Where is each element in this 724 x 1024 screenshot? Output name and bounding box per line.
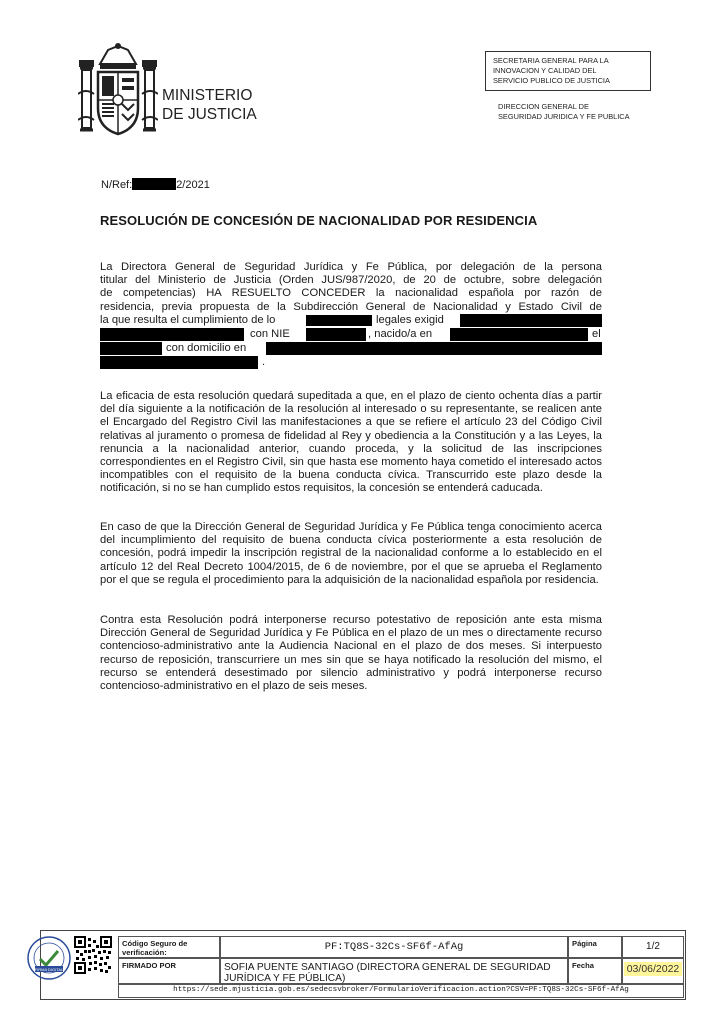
paragraph-line-5b: legales exigid — [376, 314, 444, 326]
paragraph-line: La Directora General de Seguridad Jurídica y Fe Pública, por delegación de la persona — [100, 261, 602, 273]
secretariat-box — [485, 51, 651, 91]
csv-label: Código Seguro de verificación: — [118, 936, 220, 958]
reference-number — [101, 178, 210, 191]
ministry-name — [162, 86, 257, 124]
page-value: 1/2 — [622, 936, 684, 958]
date-value: 03/06/2022 — [624, 962, 683, 976]
date-cell — [622, 958, 684, 984]
directorate-line: DIRECCION GENERAL DE — [498, 102, 589, 111]
ministry-line-2: DE JUSTICIA — [162, 106, 257, 123]
redaction-block — [266, 342, 602, 355]
redaction-block — [306, 315, 372, 326]
directorate-label — [498, 102, 630, 122]
paragraph-line-8-end: . — [262, 356, 266, 368]
paragraph-line: titular del Ministerio de Justicia (Orden JUS/987/2020, de 20 de octubre, sobre delegación — [100, 274, 602, 287]
redaction-block — [306, 328, 366, 341]
paragraph-line-6b: , nacido/a en — [368, 328, 433, 340]
paragraph-line-6a: con NIE — [250, 328, 290, 340]
redaction-block — [100, 356, 258, 369]
redaction-block — [100, 328, 244, 341]
csv-value: PF:TQ8S-32Cs-SF6f-AfAg — [220, 936, 568, 958]
redaction-block — [132, 178, 176, 190]
signed-by-value: SOFIA PUENTE SANTIAGO (DIRECTORA GENERAL DE SEGURIDAD JURÍDICA Y FE PÚBLICA) — [220, 958, 568, 984]
secretariat-line: SERVICIO PUBLICO DE JUSTICIA — [493, 76, 610, 85]
directorate-line: SEGURIDAD JURIDICA Y FE PUBLICA — [498, 112, 630, 121]
secretariat-line: SECRETARIA GENERAL PARA LA — [493, 56, 609, 65]
redaction-block — [460, 314, 602, 327]
paragraph-line-5a: la que resulta el cumplimiento de lo — [100, 314, 276, 326]
secretariat-line: INNOVACION Y CALIDAD DEL — [493, 66, 597, 75]
paragraph-line: residencia, previa propuesta de la Subdirección General de Nacionalidad y Estado Civil de — [100, 300, 602, 313]
redaction-block — [450, 328, 588, 341]
reference-prefix: N/Ref: — [101, 179, 133, 191]
coat-of-arms-icon — [78, 42, 158, 142]
date-label: Fecha — [568, 958, 622, 984]
paragraph-effectiveness: La eficacia de esta resolución quedará supeditada a que, en el plazo de ciento ochenta días a partir del día siguiente a la notificación de la resolución al interesado o su representante, se realicen ante el Encargado del Registro Civil las manifestaciones a que se refiere el artículo 23 del Código Civil relativas al juramento o promesa de fidelidad al Rey y obediencia a la Constitución y a las Leyes, la renuncia a la nacionalidad anterior, cuando proceda, y la solicitud de las inscripciones correspondientes en el Registro Civil, sin que hasta ese momento haya cometido el interesado actos incompatibles con el requisito de la buena conducta cívica. Transcurrido este plazo desde la notificación, si no se han cumplido estos requisitos, la concesión se entenderá caducada. — [100, 390, 602, 495]
paragraph-line-6c: el — [592, 328, 601, 340]
document-title: RESOLUCIÓN DE CONCESIÓN DE NACIONALIDAD POR RESIDENCIA — [100, 213, 538, 228]
paragraph-line-7a: con domicilio en — [166, 342, 247, 354]
paragraph-conduct: En caso de que la Dirección General de Seguridad Jurídica y Fe Pública tenga conocimiento acerca del incumplimiento del requisito de buena conducta cívica posteriormente a esta resolución de concesión, podrá impedir la inscripción registral de la nacionalidad conforme a lo establecido en el artículo 12 del Real Decreto 1004/2015, de 6 de noviembre, por el que se aprueba el Reglamento por el que se regula el procedimiento para la adquisición de la nacionalidad española por residencia. — [100, 521, 602, 586]
seal-label: FIRMA DIGITAL — [34, 966, 64, 972]
paragraph-appeal: Contra esta Resolución podrá interponerse recurso potestativo de reposición ante esta misma Dirección General de Seguridad Jurídica y Fe Pública en el plazo de un mes o directamente recurso contencioso-administrativo ante la Audiencia Nacional en el plazo de dos meses. Si interpuesto recurso de reposición, transcurriere un mes sin que se haya notificado la resolución del mismo, el recurso se entenderá desestimado por silencio administrativo y podrá interponerse recurso contencioso-administrativo en el plazo de seis meses. — [100, 614, 602, 693]
signed-by-label: FIRMADO POR — [118, 958, 220, 984]
verification-url[interactable]: https://sede.mjusticia.gob.es/sedecsvbroker/FormularioVerificacion.action?CSV=PF:TQ8S-32Cs-SF6f-AfAg — [118, 984, 684, 998]
page-label: Página — [568, 936, 622, 958]
digital-signature-seal-icon — [26, 935, 72, 981]
paragraph-resolution — [100, 261, 602, 376]
redaction-block — [100, 342, 162, 355]
ministry-line-1: MINISTERIO — [162, 87, 253, 104]
paragraph-line: de competencias) HA RESUELTO CONCEDER la nacionalidad española por razón de — [100, 287, 602, 300]
qr-code-icon — [74, 936, 112, 974]
reference-suffix: 2/2021 — [176, 179, 210, 191]
